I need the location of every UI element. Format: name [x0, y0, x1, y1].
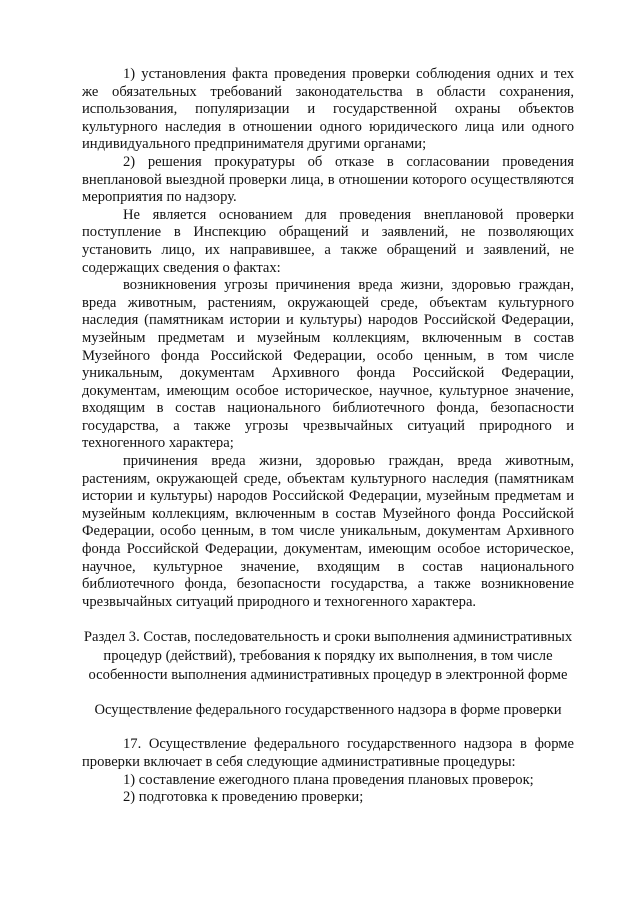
subsection-heading: Осуществление федерального государственного надзора в форме проверки	[94, 702, 562, 719]
document-page	[82, 66, 574, 807]
section-heading: Раздел 3. Состав, последовательность и сроки выполнения административных процедур (действий), требования к порядку их выполнения, в том числе особенности выполнения административных процедур в электронной форме	[83, 629, 573, 684]
paragraph-17: 17. Осуществление федерального государственного надзора в форме проверки включает в себя следующие административные процедуры:	[82, 736, 574, 770]
paragraph-item-2: 2) решения прокуратуры об отказе в согласовании проведения внеплановой выездной проверки лица, в отношении которого осуществляются мероприятия по надзору.	[82, 153, 574, 206]
paragraph-item-1: 1) установления факта проведения проверки соблюдения одних и тех же обязательных требований законодательства в области сохранения, использования, популяризации и государственной охраны объектов культурного наследия в отношении одного юридического лица или одного индивидуального предпринимателя другими органами;	[82, 66, 574, 153]
list-item-2: 2) подготовка к проведению проверки;	[123, 789, 364, 806]
paragraph-harm: причинения вреда жизни, здоровью граждан, вреда животным, растениям, окружающей среде, объектам культурного наследия (памятникам истории и культуры) народов Российской Федерации, музейным предметам и музейным коллекциям, включенным в состав Музейного фонда Российской Федерации, особо ценным, в том числе уникальным, документам Архивного фонда Российской Федерации, документам, имеющим особое историческое, научное, культурное значение, входящим в состав национального библиотечного фонда, безопасности государства, а также возникновение чрезвычайных ситуаций природного и техногенного характера.	[82, 453, 574, 610]
paragraph-not-grounds: Не является основанием для проведения внеплановой проверки поступление в Инспекцию обращений и заявлений, не позволяющих установить лицо, их направившее, а также обращений и заявлений, не содержащих сведения о фактах:	[82, 206, 574, 276]
paragraph-threat: возникновения угрозы причинения вреда жизни, здоровью граждан, вреда животным, растениям, окружающей среде, объектам культурного наследия (памятникам истории и культуры) народов Российской Федерации, музейным предметам и музейным коллекциям, включенным в состав Музейного фонда Российской Федерации, особо ценным, в том числе уникальным, документам Архивного фонда Российской Федерации, документам, имеющим особое историческое, научное, культурное значение, входящим в состав национального библиотечного фонда, безопасности государства, а также угрозы чрезвычайных ситуаций природного и техногенного характера;	[82, 277, 574, 452]
list-item-1: 1) составление ежегодного плана проведения плановых проверок;	[123, 771, 534, 788]
